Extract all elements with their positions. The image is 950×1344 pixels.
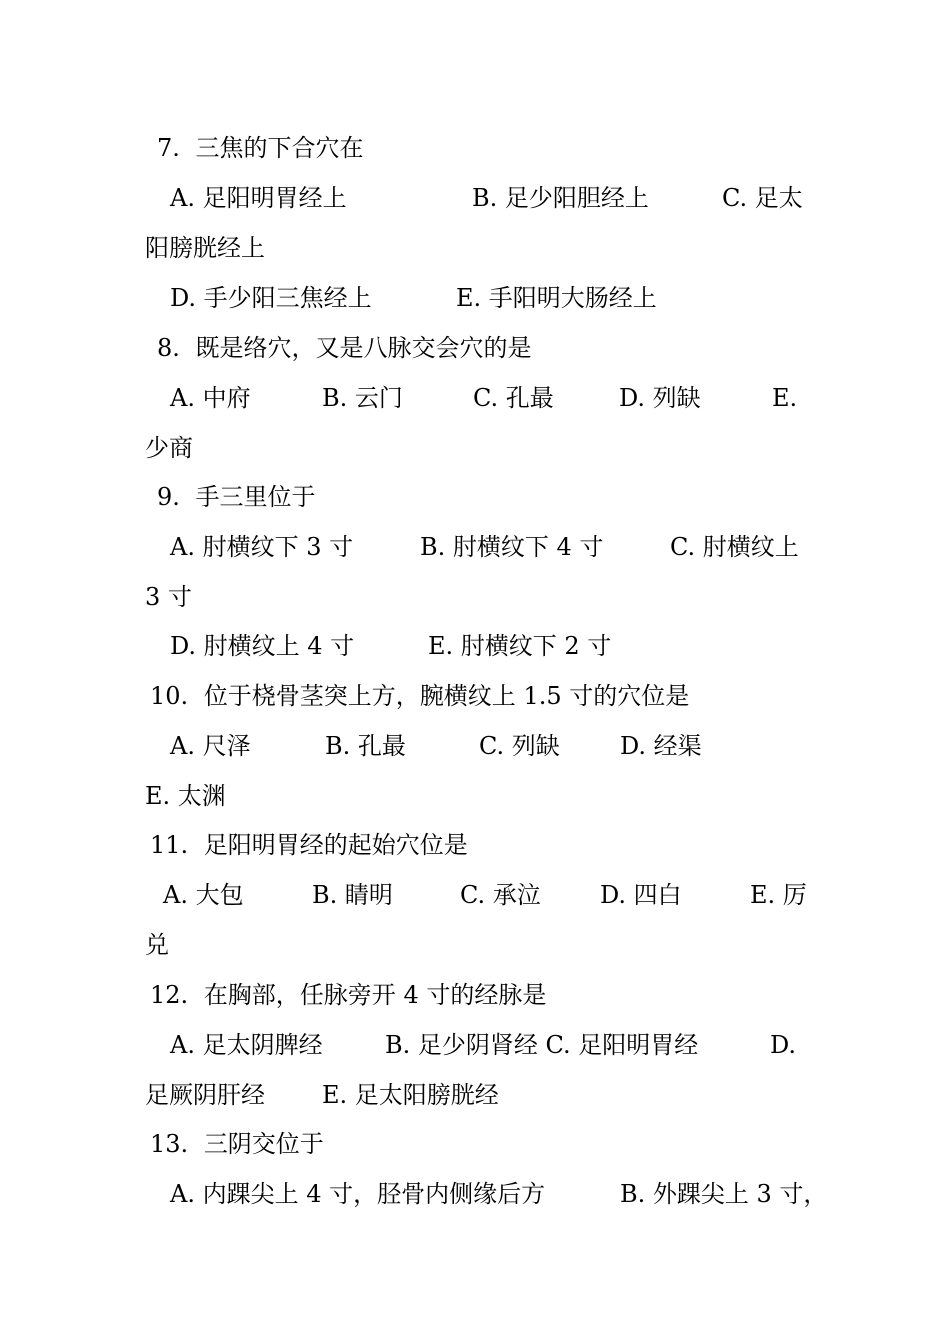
option-b: B. 睛明 [312, 881, 393, 909]
option-a: A. 内踝尖上 4 寸，胫骨内侧缘后方 [170, 1180, 546, 1208]
question-text: 既是络穴，又是八脉交会穴的是 [195, 334, 532, 362]
option-d: D. 手少阳三焦经上 [170, 284, 372, 312]
option-d: D. 经渠 [620, 732, 702, 760]
option-b: B. 云门 [322, 384, 403, 412]
question-7-stem [157, 132, 364, 164]
question-12-stem [150, 979, 546, 1011]
option-a: A. 中府 [170, 384, 251, 412]
question-number: 10. [150, 682, 189, 710]
question-9-stem [157, 481, 316, 513]
question-number: 11. [150, 831, 189, 859]
option-d: D. 肘横纹上 4 寸 [170, 632, 355, 660]
option-d: D. [770, 1031, 797, 1059]
option-e: E. 手阳明大肠经上 [456, 284, 657, 312]
option-b: B. 肘横纹下 4 寸 [420, 533, 604, 561]
question-text: 位于桡骨茎突上方，腕横纹上 1.5 寸的穴位是 [203, 682, 690, 710]
option-e: E. 太渊 [145, 782, 226, 810]
option-e: E. [772, 384, 798, 412]
option-c-continued: 3 寸 [145, 583, 192, 611]
question-text: 三焦的下合穴在 [195, 134, 364, 162]
option-e-continued: 兑 [145, 931, 169, 959]
option-d: D. 四白 [600, 881, 682, 909]
question-10-stem [150, 680, 689, 712]
option-b-c: B. 足少阴肾经 C. 足阳明胃经 [385, 1031, 699, 1059]
option-a: A. 肘横纹下 3 寸 [170, 533, 354, 561]
option-c: C. 列缺 [479, 732, 560, 760]
option-e: E. 足太阳膀胱经 [322, 1081, 499, 1109]
question-text: 足阳明胃经的起始穴位是 [203, 831, 468, 859]
option-c: C. 肘横纹上 [670, 533, 799, 561]
option-d-continued: 足厥阴肝经 [145, 1081, 265, 1109]
question-text: 三阴交位于 [203, 1130, 324, 1158]
option-c-continued: 阳膀胱经上 [145, 234, 265, 262]
question-number: 12. [150, 981, 189, 1009]
question-number: 8. [157, 334, 180, 362]
question-11-stem [150, 829, 468, 861]
question-text: 手三里位于 [195, 483, 316, 511]
option-c: C. 足太 [722, 184, 803, 212]
question-text: 在胸部，任脉旁开 4 寸的经脉是 [203, 981, 547, 1009]
option-e-continued: 少商 [145, 434, 193, 462]
option-c: C. 孔最 [473, 384, 554, 412]
question-number: 13. [150, 1130, 189, 1158]
question-8-stem [157, 332, 532, 364]
question-number: 9. [157, 483, 180, 511]
question-number: 7. [157, 134, 180, 162]
option-a: A. 尺泽 [170, 732, 251, 760]
option-a: A. 足太阴脾经 [170, 1031, 323, 1059]
option-e: E. 肘横纹下 2 寸 [428, 632, 612, 660]
option-d: D. 列缺 [619, 384, 701, 412]
option-b: B. 孔最 [325, 732, 406, 760]
option-b: B. 外踝尖上 3 寸， [620, 1180, 828, 1208]
option-e: E. 厉 [750, 881, 807, 909]
option-a: A. 足阳明胃经上 [170, 184, 347, 212]
option-b: B. 足少阳胆经上 [472, 184, 649, 212]
question-13-stem [150, 1128, 324, 1160]
option-a: A. 大包 [163, 881, 244, 909]
option-c: C. 承泣 [460, 881, 541, 909]
